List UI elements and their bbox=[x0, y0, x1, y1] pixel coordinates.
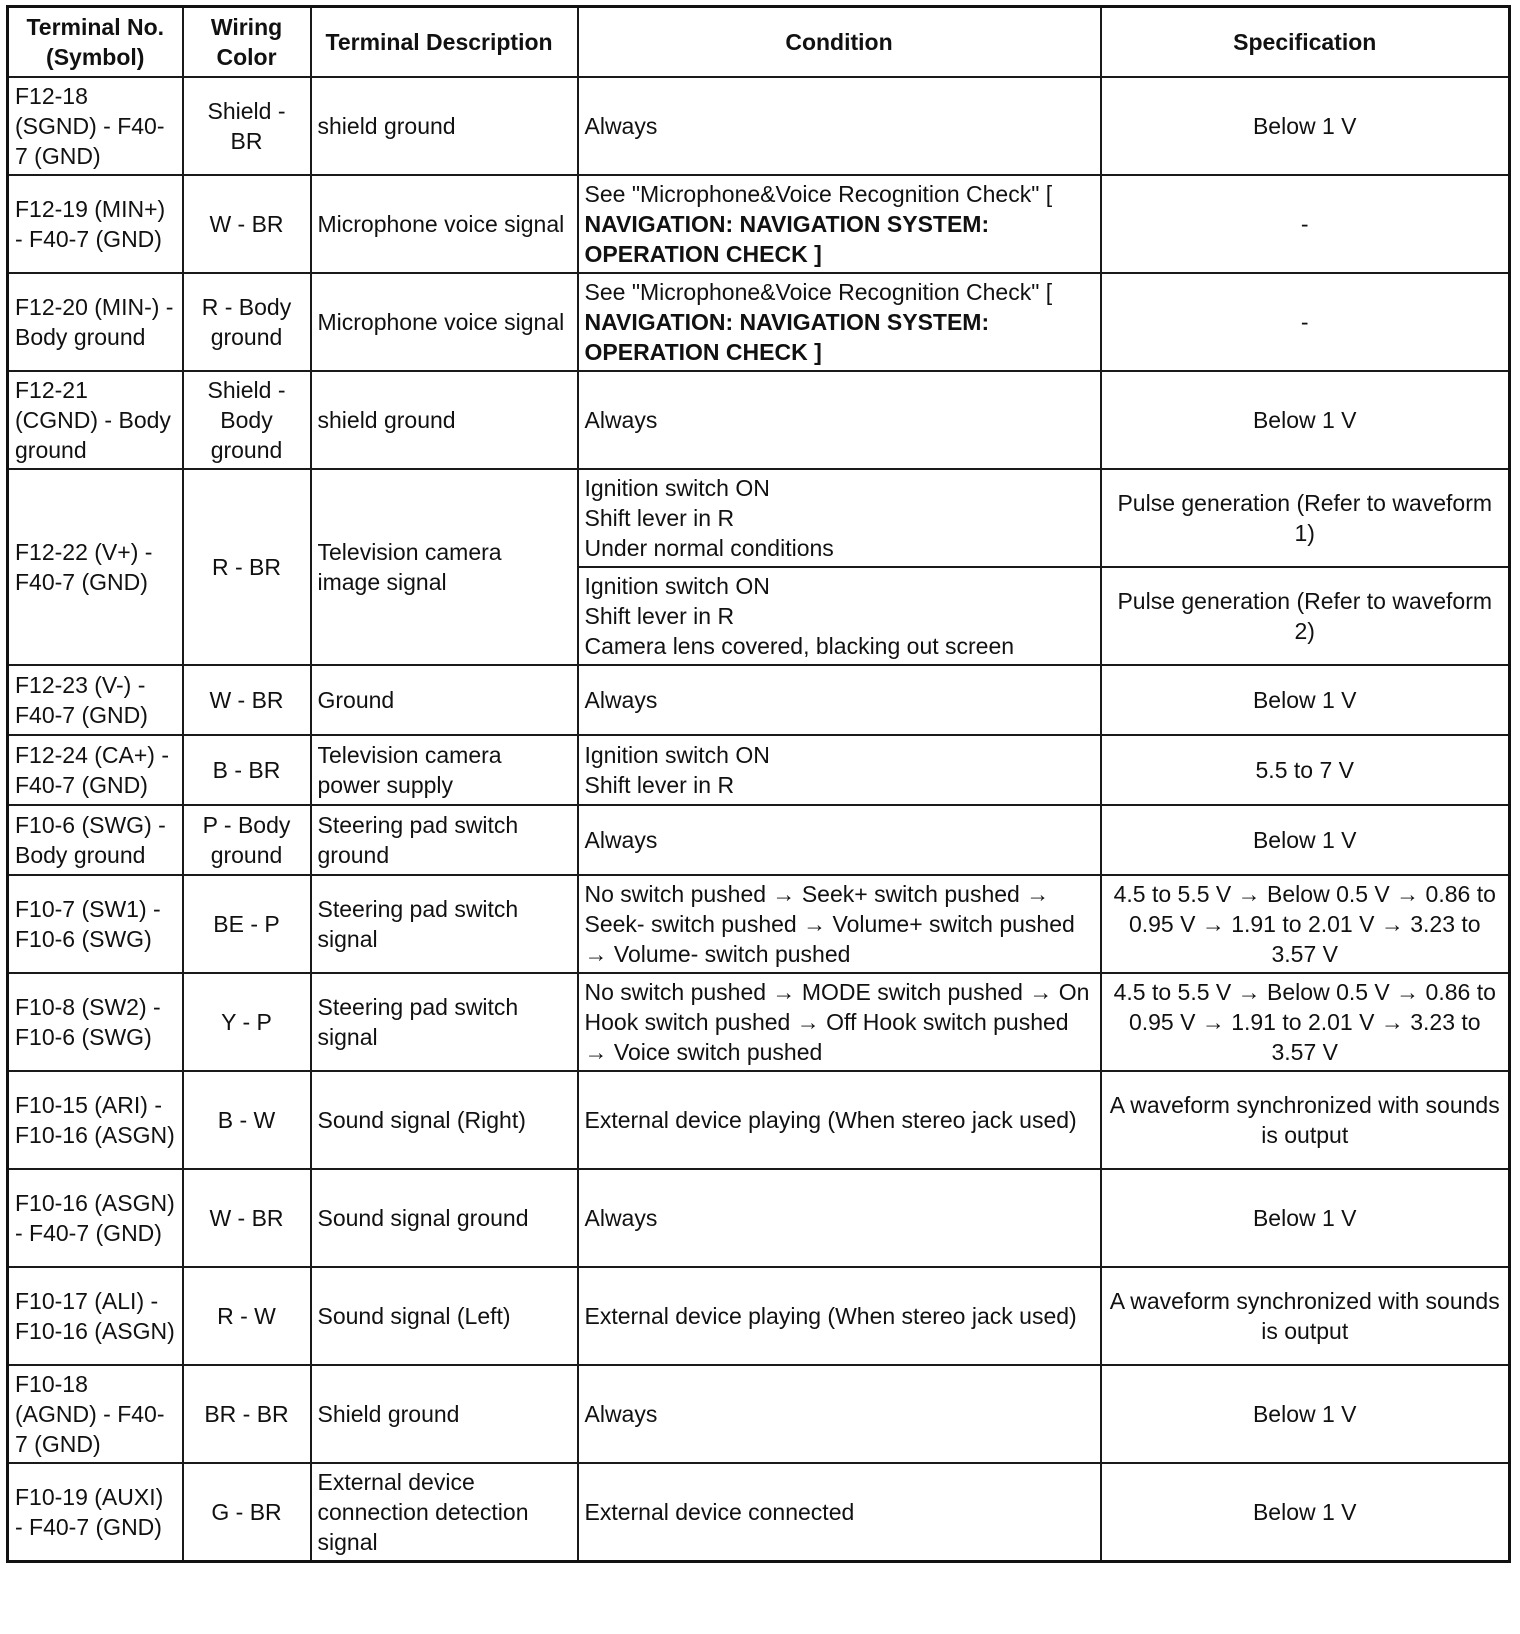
specification-cell: - bbox=[1101, 175, 1510, 273]
condition-cell: Always bbox=[578, 371, 1101, 469]
terminal-cell: F10-15 (ARI) - F10-16 (ASGN) bbox=[8, 1071, 183, 1169]
condition-cell: Always bbox=[578, 77, 1101, 175]
specification-cell: Pulse generation (Refer to waveform 2) bbox=[1101, 567, 1510, 665]
table-row bbox=[8, 875, 1510, 973]
condition-cell bbox=[578, 469, 1101, 567]
specification-cell: Below 1 V bbox=[1101, 1463, 1510, 1561]
condition-line: Under normal conditions bbox=[584, 535, 834, 561]
table-row bbox=[8, 735, 1510, 805]
table-row bbox=[8, 665, 1510, 735]
terminal-cell: F12-23 (V-) - F40-7 (GND) bbox=[8, 665, 183, 735]
description-cell: Sound signal ground bbox=[311, 1169, 578, 1267]
terminal-cell: F10-7 (SW1) - F10-6 (SWG) bbox=[8, 875, 183, 973]
condition-line: Ignition switch ON bbox=[584, 742, 770, 768]
header-terminal-description: Terminal Description bbox=[311, 7, 578, 78]
terminal-cell: F12-24 (CA+) - F40-7 (GND) bbox=[8, 735, 183, 805]
condition-reference-link[interactable]: NAVIGATION: NAVIGATION SYSTEM: OPERATION CHECK ] bbox=[584, 211, 990, 267]
description-cell: Microphone voice signal bbox=[311, 273, 578, 371]
wiring-color-cell: Shield - Body ground bbox=[183, 371, 311, 469]
terminal-cell: F12-22 (V+) - F40-7 (GND) bbox=[8, 469, 183, 665]
table-row bbox=[8, 1365, 1510, 1463]
terminal-cell: F12-20 (MIN-) - Body ground bbox=[8, 273, 183, 371]
terminal-cell: F10-6 (SWG) - Body ground bbox=[8, 805, 183, 875]
condition-line: Ignition switch ON bbox=[584, 573, 770, 599]
description-cell: Television camera image signal bbox=[311, 469, 578, 665]
wiring-color-cell: W - BR bbox=[183, 175, 311, 273]
terminal-cell: F10-18 (AGND) - F40-7 (GND) bbox=[8, 1365, 183, 1463]
condition-cell: External device playing (When stereo jack used) bbox=[578, 1071, 1101, 1169]
wiring-color-cell: Y - P bbox=[183, 973, 311, 1071]
table-header-row bbox=[8, 7, 1510, 78]
table-row bbox=[8, 77, 1510, 175]
header-condition: Condition bbox=[578, 7, 1101, 78]
header-wiring-color: Wiring Color bbox=[183, 7, 311, 78]
description-cell: Steering pad switch signal bbox=[311, 875, 578, 973]
header-terminal: Terminal No. (Symbol) bbox=[8, 7, 183, 78]
condition-line: Ignition switch ON bbox=[584, 475, 770, 501]
terminal-cell: F12-18 (SGND) - F40-7 (GND) bbox=[8, 77, 183, 175]
description-cell: Sound signal (Left) bbox=[311, 1267, 578, 1365]
specification-cell: - bbox=[1101, 273, 1510, 371]
condition-cell: Always bbox=[578, 1169, 1101, 1267]
table-row bbox=[8, 1071, 1510, 1169]
terminal-cell: F10-19 (AUXI) - F40-7 (GND) bbox=[8, 1463, 183, 1561]
condition-cell: Always bbox=[578, 1365, 1101, 1463]
specification-cell: 5.5 to 7 V bbox=[1101, 735, 1510, 805]
specification-cell: 4.5 to 5.5 V → Below 0.5 V → 0.86 to 0.95 V → 1.91 to 2.01 V → 3.23 to 3.57 V bbox=[1101, 973, 1510, 1071]
description-cell: Sound signal (Right) bbox=[311, 1071, 578, 1169]
description-cell: External device connection detection signal bbox=[311, 1463, 578, 1561]
condition-line: Shift lever in R bbox=[584, 603, 735, 629]
condition-cell: Always bbox=[578, 805, 1101, 875]
terminal-cell: F10-16 (ASGN) - F40-7 (GND) bbox=[8, 1169, 183, 1267]
specification-cell: Below 1 V bbox=[1101, 1365, 1510, 1463]
condition-text: See "Microphone&Voice Recognition Check" [ bbox=[584, 279, 1053, 305]
wiring-color-cell: W - BR bbox=[183, 665, 311, 735]
table-row bbox=[8, 1463, 1510, 1561]
description-cell: shield ground bbox=[311, 77, 578, 175]
table-row bbox=[8, 273, 1510, 371]
specification-cell: Below 1 V bbox=[1101, 77, 1510, 175]
wiring-color-cell: W - BR bbox=[183, 1169, 311, 1267]
condition-line: Shift lever in R bbox=[584, 505, 735, 531]
wiring-color-cell: P - Body ground bbox=[183, 805, 311, 875]
wiring-color-cell: B - BR bbox=[183, 735, 311, 805]
terminal-spec-table bbox=[6, 5, 1511, 1563]
condition-cell: External device connected bbox=[578, 1463, 1101, 1561]
condition-line: Camera lens covered, blacking out screen bbox=[584, 633, 1015, 659]
condition-cell bbox=[578, 273, 1101, 371]
condition-cell: External device playing (When stereo jack used) bbox=[578, 1267, 1101, 1365]
description-cell: shield ground bbox=[311, 371, 578, 469]
table-row bbox=[8, 1267, 1510, 1365]
terminal-cell: F10-17 (ALI) - F10-16 (ASGN) bbox=[8, 1267, 183, 1365]
condition-cell: Always bbox=[578, 665, 1101, 735]
table-row bbox=[8, 371, 1510, 469]
description-cell: Television camera power supply bbox=[311, 735, 578, 805]
table-row bbox=[8, 469, 1510, 567]
wiring-color-cell: BE - P bbox=[183, 875, 311, 973]
description-cell: Steering pad switch signal bbox=[311, 973, 578, 1071]
description-cell: Shield ground bbox=[311, 1365, 578, 1463]
description-cell: Steering pad switch ground bbox=[311, 805, 578, 875]
description-cell: Ground bbox=[311, 665, 578, 735]
specification-cell: Pulse generation (Refer to waveform 1) bbox=[1101, 469, 1510, 567]
condition-reference-link[interactable]: NAVIGATION: NAVIGATION SYSTEM: OPERATION CHECK ] bbox=[584, 309, 990, 365]
table-row bbox=[8, 973, 1510, 1071]
table-row bbox=[8, 805, 1510, 875]
terminal-cell: F12-21 (CGND) - Body ground bbox=[8, 371, 183, 469]
specification-cell: 4.5 to 5.5 V → Below 0.5 V → 0.86 to 0.95 V → 1.91 to 2.01 V → 3.23 to 3.57 V bbox=[1101, 875, 1510, 973]
specification-cell: A waveform synchronized with sounds is output bbox=[1101, 1267, 1510, 1365]
wiring-color-cell: B - W bbox=[183, 1071, 311, 1169]
wiring-color-cell: Shield - BR bbox=[183, 77, 311, 175]
specification-cell: Below 1 V bbox=[1101, 371, 1510, 469]
terminal-cell: F10-8 (SW2) - F10-6 (SWG) bbox=[8, 973, 183, 1071]
condition-text: See "Microphone&Voice Recognition Check" [ bbox=[584, 181, 1053, 207]
wiring-color-cell: R - BR bbox=[183, 469, 311, 665]
terminal-cell: F12-19 (MIN+) - F40-7 (GND) bbox=[8, 175, 183, 273]
wiring-color-cell: G - BR bbox=[183, 1463, 311, 1561]
condition-cell bbox=[578, 175, 1101, 273]
specification-cell: Below 1 V bbox=[1101, 1169, 1510, 1267]
description-cell: Microphone voice signal bbox=[311, 175, 578, 273]
condition-cell: No switch pushed → Seek+ switch pushed → Seek- switch pushed → Volume+ switch pushed → Volume- switch pushed bbox=[578, 875, 1101, 973]
header-specification: Specification bbox=[1101, 7, 1510, 78]
specification-cell: Below 1 V bbox=[1101, 805, 1510, 875]
wiring-color-cell: R - W bbox=[183, 1267, 311, 1365]
wiring-color-cell: R - Body ground bbox=[183, 273, 311, 371]
table-row bbox=[8, 175, 1510, 273]
table-row bbox=[8, 1169, 1510, 1267]
wiring-color-cell: BR - BR bbox=[183, 1365, 311, 1463]
specification-cell: Below 1 V bbox=[1101, 665, 1510, 735]
condition-cell bbox=[578, 567, 1101, 665]
condition-cell bbox=[578, 735, 1101, 805]
condition-cell: No switch pushed → MODE switch pushed → On Hook switch pushed → Off Hook switch pushed → Voice switch pushed bbox=[578, 973, 1101, 1071]
specification-cell: A waveform synchronized with sounds is output bbox=[1101, 1071, 1510, 1169]
condition-line: Shift lever in R bbox=[584, 772, 735, 798]
